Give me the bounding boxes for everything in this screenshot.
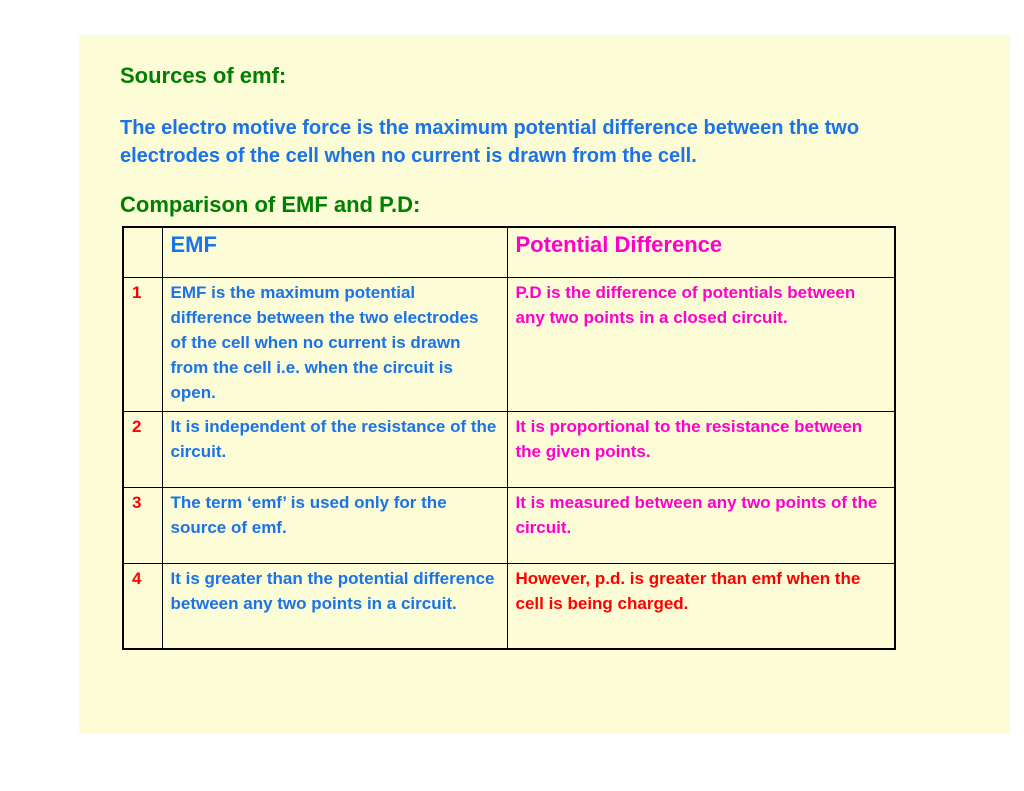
- pd-cell: P.D is the difference of potentials between any two points in a closed circuit.: [507, 278, 895, 412]
- heading-sources-of-emf: Sources of emf:: [120, 63, 287, 88]
- row-number: 1: [123, 278, 162, 412]
- emf-cell: The term ‘emf’ is used only for the source of emf.: [162, 488, 507, 564]
- pd-cell: It is proportional to the resistance between the given points.: [507, 412, 895, 488]
- heading-comparison: Comparison of EMF and P.D:: [120, 192, 421, 217]
- row-number: 2: [123, 412, 162, 488]
- row-number: 3: [123, 488, 162, 564]
- emf-cell: It is greater than the potential difference between any two points in a circuit.: [162, 564, 507, 650]
- table-row: [123, 412, 895, 488]
- pd-cell-highlight: However, p.d. is greater than emf when the cell is being charged.: [507, 564, 895, 650]
- header-number-cell: [123, 227, 162, 278]
- comparison-table: [122, 226, 896, 650]
- header-potential-difference: Potential Difference: [507, 227, 895, 278]
- table-row: [123, 564, 895, 650]
- table-header-row: [123, 227, 895, 278]
- table-row: [123, 488, 895, 564]
- pd-cell: It is measured between any two points of the circuit.: [507, 488, 895, 564]
- header-emf: EMF: [162, 227, 507, 278]
- row-number: 4: [123, 564, 162, 650]
- emf-cell: It is independent of the resistance of the circuit.: [162, 412, 507, 488]
- intro-definition: The electro motive force is the maximum potential difference between the two electrodes of the cell when no current is drawn from the cell.: [120, 117, 860, 167]
- table-row: [123, 278, 895, 412]
- emf-cell: EMF is the maximum potential difference between the two electrodes of the cell when no current is drawn from the cell i.e. when the circuit is open.: [162, 278, 507, 412]
